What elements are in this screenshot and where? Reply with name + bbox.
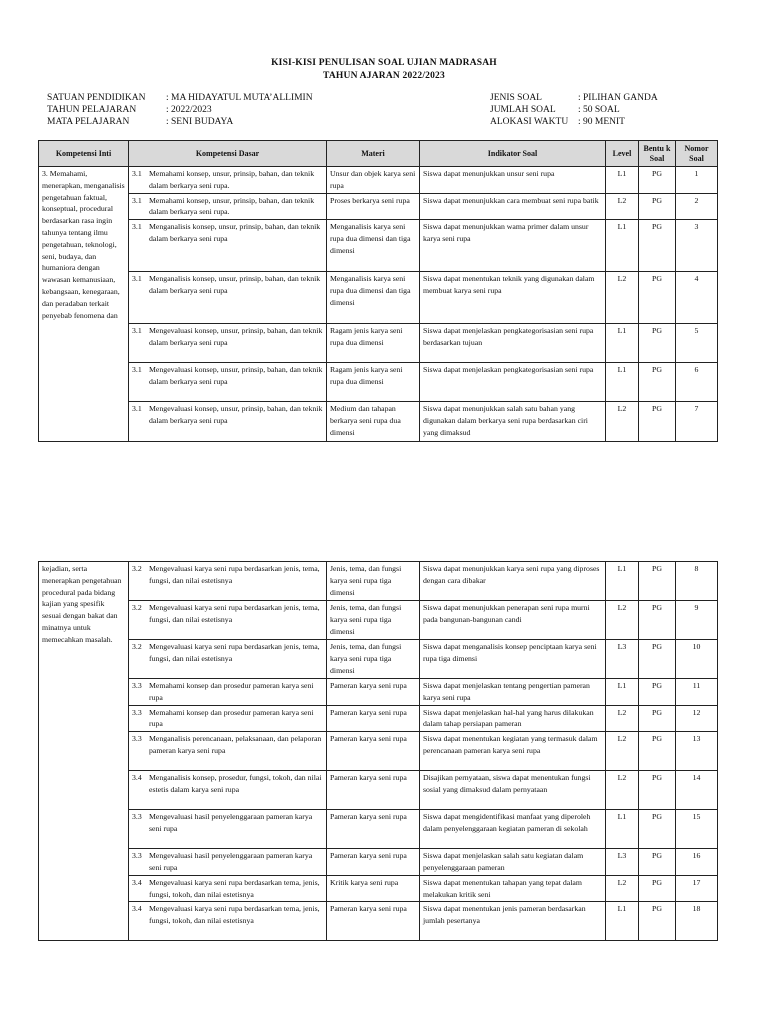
table-row xyxy=(39,220,718,272)
bentuk-soal-cell: PG xyxy=(639,272,676,324)
kd-text: Mengevaluasi hasil penyelenggaraan pameran karya seni rupa xyxy=(149,812,313,833)
kd-text: Mengevaluasi karya seni rupa berdasarkan jenis, tema, fungsi, dan nilai estetisnya xyxy=(149,642,320,663)
nomor-soal-cell: 12 xyxy=(676,705,718,732)
kompetensi-dasar-cell xyxy=(129,402,327,442)
kisi-table-page-1 xyxy=(38,140,718,442)
col-header-kd: Kompetensi Dasar xyxy=(129,141,327,167)
kd-text: Menganalisis konsep, prosedur, fungsi, tokoh, dan nilai estetis dalam karya seni rupa xyxy=(149,773,322,794)
kd-text: Memahami konsep, unsur, prinsip, bahan, dan teknik dalam berkarya seni rupa. xyxy=(149,169,315,190)
kd-number: 3.4 xyxy=(132,904,142,914)
kd-text: Mengevaluasi konsep, unsur, prinsip, bahan, dan teknik dalam berkarya seni rupa xyxy=(149,326,323,347)
materi-cell: Pameran karya seni rupa xyxy=(327,902,420,941)
level-cell: L2 xyxy=(606,193,639,220)
bentuk-soal-cell: PG xyxy=(639,771,676,810)
meta-row xyxy=(490,105,658,117)
level-cell: L1 xyxy=(606,562,639,601)
meta-left xyxy=(47,93,313,129)
meta-row xyxy=(490,93,658,105)
bentuk-soal-cell: PG xyxy=(639,875,676,902)
materi-cell: Ragam jenis karya seni rupa dua dimensi xyxy=(327,363,420,402)
kd-text: Memahami konsep dan prosedur pameran karya seni rupa xyxy=(149,707,314,729)
kd-text: Memahami konsep dan prosedur pameran karya seni rupa xyxy=(149,681,314,702)
kd-wrapper xyxy=(132,273,323,297)
level-cell: L1 xyxy=(606,167,639,194)
kd-text: Memahami konsep, unsur, prinsip, bahan, dan teknik dalam berkarya seni rupa. xyxy=(149,195,315,217)
kd-number: 3.1 xyxy=(132,404,142,414)
nomor-soal-cell: 2 xyxy=(676,193,718,220)
kd-number: 3.4 xyxy=(132,877,142,887)
kd-wrapper xyxy=(132,811,323,835)
kompetensi-dasar-cell xyxy=(129,810,327,849)
bentuk-soal-cell: PG xyxy=(639,810,676,849)
table-row xyxy=(39,601,718,640)
nomor-soal-cell: 10 xyxy=(676,640,718,679)
indikator-cell: Siswa dapat menjelaskan hal-hal yang harus dilakukan dalam tahap persiapan pameran xyxy=(420,705,606,732)
kompetensi-dasar-cell xyxy=(129,562,327,601)
nomor-soal-cell: 9 xyxy=(676,601,718,640)
nomor-soal-cell: 13 xyxy=(676,732,718,771)
kd-wrapper xyxy=(132,168,323,192)
level-cell: L1 xyxy=(606,220,639,272)
materi-cell: Proses berkarya seni rupa xyxy=(327,193,420,220)
bentuk-soal-cell: PG xyxy=(639,640,676,679)
kd-text: Menganalisis konsep, unsur, prinsip, bahan, dan teknik dalam berkarya seni rupa xyxy=(149,222,321,243)
kd-number: 3.3 xyxy=(132,812,142,822)
materi-cell: Pameran karya seni rupa xyxy=(327,849,420,876)
materi-cell: Menganalisis karya seni rupa dua dimensi dan tiga dimensi xyxy=(327,272,420,324)
level-cell: L2 xyxy=(606,601,639,640)
kd-number: 3.2 xyxy=(132,642,142,651)
meta-value: : 90 MENIT xyxy=(578,117,625,127)
bentuk-soal-cell: PG xyxy=(639,193,676,220)
kompetensi-inti-cell: 3. Memahami, menerapkan, menganalisis pengetahuan faktual, konseptual, procedural berdasarkan rasa ingin tahunya tentang ilmu pengetahuan, teknologi, seni, budaya, dan humaniora dengan wawasan kemanusiaan, kebangsaan, kenegaraan, dan peradaban terkait penyebab fenomena dan xyxy=(39,167,129,442)
level-cell: L3 xyxy=(606,849,639,876)
kompetensi-dasar-cell xyxy=(129,705,327,732)
table-row xyxy=(39,640,718,679)
kd-wrapper xyxy=(132,680,323,704)
kd-wrapper xyxy=(132,563,323,587)
indikator-cell: Siswa dapat menentukan teknik yang digunakan dalam membuat karya seni rupa xyxy=(420,272,606,324)
indikator-cell: Siswa dapat mengidentifikasi manfaat yang diperoleh dalam penyelenggaraan kegiatan pameran di sekolah xyxy=(420,810,606,849)
indikator-cell: Siswa dapat menunjukkan salah satu bahan yang digunakan dalam berkarya seni rupa berdasarkan ciri yang dimaksud xyxy=(420,402,606,442)
bentuk-soal-cell: PG xyxy=(639,167,676,194)
meta-label: JENIS SOAL xyxy=(490,93,542,103)
bentuk-soal-cell: PG xyxy=(639,324,676,363)
materi-cell: Jenis, tema, dan fungsi karya seni rupa tiga dimensi xyxy=(327,562,420,601)
level-cell: L2 xyxy=(606,771,639,810)
kisi-table-page-2 xyxy=(38,561,718,941)
materi-cell: Jenis, tema, dan fungsi karya seni rupa tiga dimensi xyxy=(327,601,420,640)
level-cell: L1 xyxy=(606,679,639,706)
nomor-soal-cell: 11 xyxy=(676,679,718,706)
table-row xyxy=(39,771,718,810)
bentuk-soal-cell: PG xyxy=(639,601,676,640)
meta-label: TAHUN PELAJARAN xyxy=(47,105,137,115)
bentuk-soal-cell: PG xyxy=(639,363,676,402)
table-row xyxy=(39,402,718,442)
kd-number: 3.3 xyxy=(132,681,142,690)
level-cell: L2 xyxy=(606,732,639,771)
kompetensi-dasar-cell xyxy=(129,601,327,640)
kompetensi-dasar-cell xyxy=(129,272,327,324)
table-header-row xyxy=(39,141,718,167)
table-row xyxy=(39,875,718,902)
meta-row xyxy=(47,105,313,117)
indikator-cell: Siswa dapat menunjukkan wama primer dalam unsur karya seni rupa xyxy=(420,220,606,272)
kd-text: Mengevaluasi hasil penyelenggaraan pameran karya seni rupa xyxy=(149,851,313,872)
kd-number: 3.1 xyxy=(132,195,142,205)
nomor-soal-cell: 3 xyxy=(676,220,718,272)
nomor-soal-cell: 18 xyxy=(676,902,718,941)
indikator-cell: Siswa dapat menunjukkan penerapan seni rupa murni pada bangunan-bangunan candi xyxy=(420,601,606,640)
kd-wrapper xyxy=(132,877,323,901)
kompetensi-dasar-cell xyxy=(129,640,327,679)
kd-number: 3.2 xyxy=(132,603,142,612)
col-header-level: Level xyxy=(606,141,639,167)
level-cell: L1 xyxy=(606,324,639,363)
materi-cell: Pameran karya seni rupa xyxy=(327,705,420,732)
level-cell: L1 xyxy=(606,902,639,941)
indikator-cell: Siswa dapat menentukan tahapan yang tepat dalam melakukan kritik seni xyxy=(420,875,606,902)
bentuk-soal-cell: PG xyxy=(639,679,676,706)
materi-cell: Medium dan tahapan berkarya seni rupa dua dimensi xyxy=(327,402,420,442)
meta-row xyxy=(47,93,313,105)
materi-cell: Menganalisis karya seni rupa dua dimensi dan tiga dimensi xyxy=(327,220,420,272)
kd-text: Menganalisis perencanaan, pelaksanaan, dan pelaporan pameran karya seni rupa xyxy=(149,734,322,755)
kd-text: Mengevaluasi konsep, unsur, prinsip, bahan, dan teknik dalam berkarya seni rupa xyxy=(149,404,323,425)
meta-label: SATUAN PENDIDIKAN xyxy=(47,93,146,103)
indikator-cell: Siswa dapat menjelaskan pengkategorisasian seni rupa berdasarkan tujuan xyxy=(420,324,606,363)
nomor-soal-cell: 1 xyxy=(676,167,718,194)
kompetensi-dasar-cell xyxy=(129,167,327,194)
kompetensi-dasar-cell xyxy=(129,324,327,363)
table-row xyxy=(39,272,718,324)
meta-label: ALOKASI WAKTU xyxy=(490,117,569,127)
kompetensi-dasar-cell xyxy=(129,220,327,272)
kd-wrapper xyxy=(132,602,323,626)
bentuk-soal-cell: PG xyxy=(639,705,676,732)
materi-cell: Pameran karya seni rupa xyxy=(327,732,420,771)
level-cell: L1 xyxy=(606,810,639,849)
materi-cell: Ragam jenis karya seni rupa dua dimensi xyxy=(327,324,420,363)
kd-text: Mengevaluasi karya seni rupa berdasarkan jenis, tema, fungsi, dan nilai estetisnya xyxy=(149,564,320,585)
kd-number: 3.3 xyxy=(132,707,142,717)
kd-number: 3.3 xyxy=(132,851,142,861)
table-row xyxy=(39,810,718,849)
kd-number: 3.3 xyxy=(132,734,142,744)
kompetensi-dasar-cell xyxy=(129,363,327,402)
kompetensi-dasar-cell xyxy=(129,875,327,902)
level-cell: L2 xyxy=(606,705,639,732)
meta-right xyxy=(490,93,658,129)
col-header-indikator: Indikator Soal xyxy=(420,141,606,167)
meta-row xyxy=(47,117,313,129)
nomor-soal-cell: 6 xyxy=(676,363,718,402)
materi-cell: Pameran karya seni rupa xyxy=(327,679,420,706)
table-row xyxy=(39,902,718,941)
kd-number: 3.1 xyxy=(132,326,142,336)
document-subtitle: TAHUN AJARAN 2022/2023 xyxy=(323,71,445,81)
indikator-cell: Siswa dapat menunjukkan unsur seni rupa xyxy=(420,167,606,194)
meta-value: : PILIHAN GANDA xyxy=(578,93,658,103)
col-header-nomor: Nomor Soal xyxy=(676,141,718,167)
kd-wrapper xyxy=(132,772,323,796)
table-row xyxy=(39,167,718,194)
bentuk-soal-cell: PG xyxy=(639,849,676,876)
materi-cell: Jenis, tema, dan fungsi karya seni rupa tiga dimensi xyxy=(327,640,420,679)
meta-label: JUMLAH SOAL xyxy=(490,105,556,115)
materi-cell: Kritik karya seni rupa xyxy=(327,875,420,902)
col-header-ki: Kompetensi Inti xyxy=(39,141,129,167)
indikator-cell: Siswa dapat menentukan jenis pameran berdasarkan jumlah pesertanya xyxy=(420,902,606,941)
materi-cell: Pameran karya seni rupa xyxy=(327,771,420,810)
nomor-soal-cell: 5 xyxy=(676,324,718,363)
nomor-soal-cell: 4 xyxy=(676,272,718,324)
kd-wrapper xyxy=(132,403,323,427)
kompetensi-dasar-cell xyxy=(129,902,327,941)
meta-row xyxy=(490,117,658,129)
kd-wrapper xyxy=(132,641,323,665)
table-row xyxy=(39,849,718,876)
kd-wrapper xyxy=(132,221,323,245)
kd-text: Mengevaluasi karya seni rupa berdasarkan jenis, tema, fungsi, dan nilai estetisnya xyxy=(149,603,320,624)
kd-text: Menganalisis konsep, unsur, prinsip, bahan, dan teknik dalam berkarya seni rupa xyxy=(149,274,321,295)
meta-value: : 50 SOAL xyxy=(578,105,620,115)
kompetensi-inti-cell: kejadian, serta menerapkan pengetahuan procedural pada bidang kajian yang spesifik sesuai dengan bakat dan minatnya untuk memecahkan masalah. xyxy=(39,562,129,941)
kompetensi-dasar-cell xyxy=(129,193,327,220)
level-cell: L2 xyxy=(606,272,639,324)
table-row xyxy=(39,705,718,732)
col-header-bentuk: Bentu k Soal xyxy=(639,141,676,167)
level-cell: L1 xyxy=(606,363,639,402)
meta-value: : MA HIDAYATUL MUTA’ALLIMIN xyxy=(166,93,313,103)
materi-cell: Pameran karya seni rupa xyxy=(327,810,420,849)
table-row xyxy=(39,732,718,771)
level-cell: L3 xyxy=(606,640,639,679)
kd-text: Mengevaluasi karya seni rupa berdasarkan tema, jenis, fungsi, tokoh, dan nilai estetisnya xyxy=(149,904,320,926)
kd-wrapper xyxy=(132,903,323,927)
meta-value: : 2022/2023 xyxy=(166,105,212,115)
indikator-cell: Siswa dapat menjelaskan salah satu kegiatan dalam penyelenggaraan pameran xyxy=(420,849,606,876)
kd-number: 3.1 xyxy=(132,222,142,232)
kd-wrapper xyxy=(132,850,323,874)
kd-wrapper xyxy=(132,364,323,388)
meta-value: : SENI BUDAYA xyxy=(166,117,234,127)
bentuk-soal-cell: PG xyxy=(639,220,676,272)
kd-wrapper xyxy=(132,195,323,219)
nomor-soal-cell: 17 xyxy=(676,875,718,902)
indikator-cell: Siswa dapat menjelaskan tentang pengertian pameran karya seni rupa xyxy=(420,679,606,706)
kompetensi-dasar-cell xyxy=(129,732,327,771)
nomor-soal-cell: 8 xyxy=(676,562,718,601)
bentuk-soal-cell: PG xyxy=(639,732,676,771)
table-row xyxy=(39,363,718,402)
level-cell: L2 xyxy=(606,402,639,442)
indikator-cell: Siswa dapat menganalisis konsep penciptaan karya seni rupa tiga dimensi xyxy=(420,640,606,679)
meta-label: MATA PELAJARAN xyxy=(47,117,130,127)
table-row xyxy=(39,193,718,220)
nomor-soal-cell: 16 xyxy=(676,849,718,876)
kd-number: 3.4 xyxy=(132,773,142,783)
table-row xyxy=(39,324,718,363)
col-header-materi: Materi xyxy=(327,141,420,167)
kd-wrapper xyxy=(132,325,323,349)
indikator-cell: Siswa dapat menjelaskan pengkategorisasian seni rupa xyxy=(420,363,606,402)
table-row xyxy=(39,679,718,706)
kd-number: 3.1 xyxy=(132,365,142,375)
indikator-cell: Siswa dapat menunjukkan karya seni rupa yang diproses dengan cara dibakar xyxy=(420,562,606,601)
kompetensi-dasar-cell xyxy=(129,849,327,876)
nomor-soal-cell: 14 xyxy=(676,771,718,810)
kd-number: 3.1 xyxy=(132,274,142,284)
indikator-cell: Siswa dapat menunjukkan cara membuat seni rupa batik xyxy=(420,193,606,220)
kd-text: Mengevaluasi karya seni rupa berdasarkan tema, jenis, fungsi, tokoh, dan nilai estetisnya xyxy=(149,877,320,899)
bentuk-soal-cell: PG xyxy=(639,902,676,941)
table-row xyxy=(39,562,718,601)
nomor-soal-cell: 15 xyxy=(676,810,718,849)
materi-cell: Unsur dan objek karya seni rupa xyxy=(327,167,420,194)
kd-wrapper xyxy=(132,707,323,731)
indikator-cell: Disajikan pernyataan, siswa dapat menentukan fungsi sosial yang dimaksud dalam pernyataan xyxy=(420,771,606,810)
kd-wrapper xyxy=(132,733,323,757)
indikator-cell: Siswa dapat menentukan kegiatan yang termasuk dalam perencanaan pameran karya seni rupa xyxy=(420,732,606,771)
kompetensi-dasar-cell xyxy=(129,679,327,706)
bentuk-soal-cell: PG xyxy=(639,562,676,601)
kd-number: 3.1 xyxy=(132,169,142,178)
bentuk-soal-cell: PG xyxy=(639,402,676,442)
kompetensi-dasar-cell xyxy=(129,771,327,810)
level-cell: L2 xyxy=(606,875,639,902)
nomor-soal-cell: 7 xyxy=(676,402,718,442)
document-title: KISI-KISI PENULISAN SOAL UJIAN MADRASAH xyxy=(271,58,497,68)
kd-number: 3.2 xyxy=(132,564,142,573)
kd-text: Mengevaluasi konsep, unsur, prinsip, bahan, dan teknik dalam berkarya seni rupa xyxy=(149,365,323,386)
